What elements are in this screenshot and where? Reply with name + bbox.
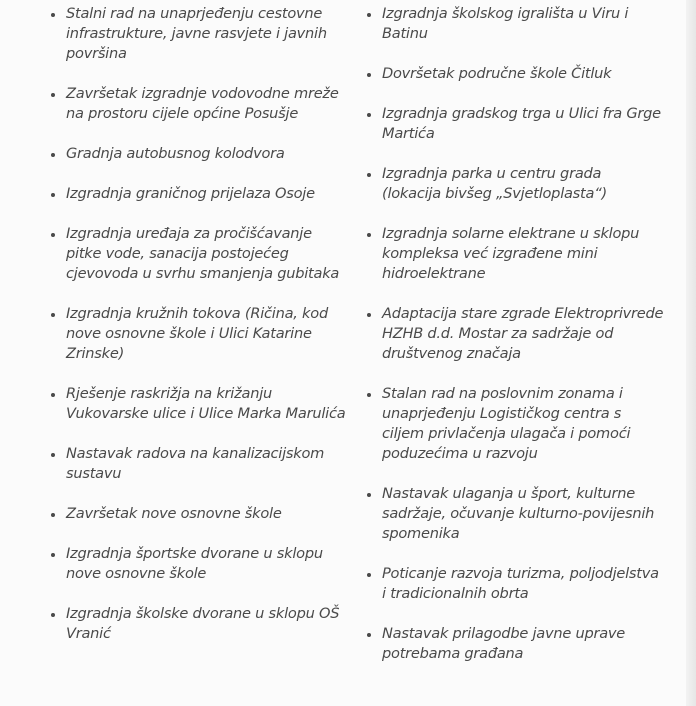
list-item-text: Izgradnja gradskog trga u Ulici fra Grge Martića [382, 105, 661, 142]
bullet-icon [367, 73, 371, 77]
list-item [48, 184, 348, 204]
bullet-icon [367, 573, 371, 577]
list-item [364, 104, 664, 144]
bullet-icon [51, 613, 55, 617]
bullet-icon [367, 633, 371, 637]
bullet-icon [367, 13, 371, 17]
list-item [48, 384, 348, 424]
bullet-icon [51, 313, 55, 317]
list-item [364, 64, 664, 84]
bullet-icon [51, 153, 55, 157]
list-item-text: Stalni rad na unaprjeđenju cestovne infrastrukture, javne rasvjete i javnih površina [66, 5, 327, 62]
list-item [48, 444, 348, 484]
list-item-text: Adaptacija stare zgrade Elektroprivrede HZHB d.d. Mostar za sadržaje od društvenog značaja [382, 305, 664, 362]
list-item-text: Izgradnja školske dvorane u sklopu OŠ Vranić [66, 605, 340, 642]
list-item [48, 504, 348, 524]
page-edge-shadow [686, 0, 696, 706]
bullet-icon [367, 493, 371, 497]
list-item [364, 164, 664, 204]
list-item [48, 304, 348, 364]
bullet-icon [51, 13, 55, 17]
list-item [364, 4, 664, 44]
left-bullet-list [48, 4, 348, 664]
bullet-icon [51, 553, 55, 557]
list-item [364, 384, 664, 464]
list-item-text: Izgradnja športske dvorane u sklopu nove osnovne škole [66, 545, 323, 582]
list-item-text: Nastavak prilagodbe javne uprave potrebama građana [382, 625, 626, 662]
list-item [48, 604, 348, 644]
list-item-text: Izgradnja kružnih tokova (Ričina, kod nove osnovne škole i Ulici Katarine Zrinske) [66, 305, 328, 362]
bullet-icon [51, 453, 55, 457]
right-bullet-list [364, 4, 664, 684]
list-item [48, 144, 348, 164]
list-item-text: Završetak nove osnovne škole [66, 505, 282, 522]
list-item [48, 4, 348, 64]
list-item-text: Izgradnja parka u centru grada (lokacija bivšeg „Svjetloplasta“) [382, 165, 607, 202]
bullet-icon [51, 393, 55, 397]
list-item [364, 224, 664, 284]
bullet-icon [367, 313, 371, 317]
list-item-text: Izgradnja graničnog prijelaza Osoje [66, 185, 315, 202]
list-item-text: Rješenje raskrižja na križanju Vukovarske ulice i Ulice Marka Marulića [66, 385, 346, 422]
list-item [364, 484, 664, 544]
list-item-text: Dovršetak područne škole Čitluk [382, 65, 612, 82]
bullet-icon [51, 93, 55, 97]
list-item-text: Nastavak ulaganja u šport, kulturne sadržaje, očuvanje kulturno-povijesnih spomenika [382, 485, 655, 542]
list-item-text: Izgradnja uređaja za pročišćavanje pitke vode, sanacija postojećeg cjevovoda u svrhu smanjenja gubitaka [66, 225, 340, 282]
bullet-icon [51, 233, 55, 237]
list-item [364, 564, 664, 604]
list-item-text: Gradnja autobusnog kolodvora [66, 145, 285, 162]
list-item-text: Nastavak radova na kanalizacijskom sustavu [66, 445, 325, 482]
list-item [48, 224, 348, 284]
list-item-text: Završetak izgradnje vodovodne mreže na prostoru cijele općine Posušje [66, 85, 339, 122]
list-item [364, 624, 664, 664]
list-item-text: Izgradnja solarne elektrane u sklopu kompleksa već izgrađene mini hidroelektrane [382, 225, 640, 282]
list-item [364, 304, 664, 364]
list-item [48, 544, 348, 584]
bullet-icon [367, 233, 371, 237]
bullet-icon [51, 513, 55, 517]
list-item-text: Stalan rad na poslovnim zonama i unaprjeđenju Logističkog centra s ciljem privlačenja ulagača i pomoći poduzećima u razvoju [382, 385, 631, 462]
bullet-icon [367, 393, 371, 397]
list-item-text: Poticanje razvoja turizma, poljodjelstva i tradicionalnih obrta [382, 565, 659, 602]
bullet-icon [367, 173, 371, 177]
bullet-icon [51, 193, 55, 197]
list-item-text: Izgradnja školskog igrališta u Viru i Batinu [382, 5, 629, 42]
bullet-icon [367, 113, 371, 117]
list-item [48, 84, 348, 124]
